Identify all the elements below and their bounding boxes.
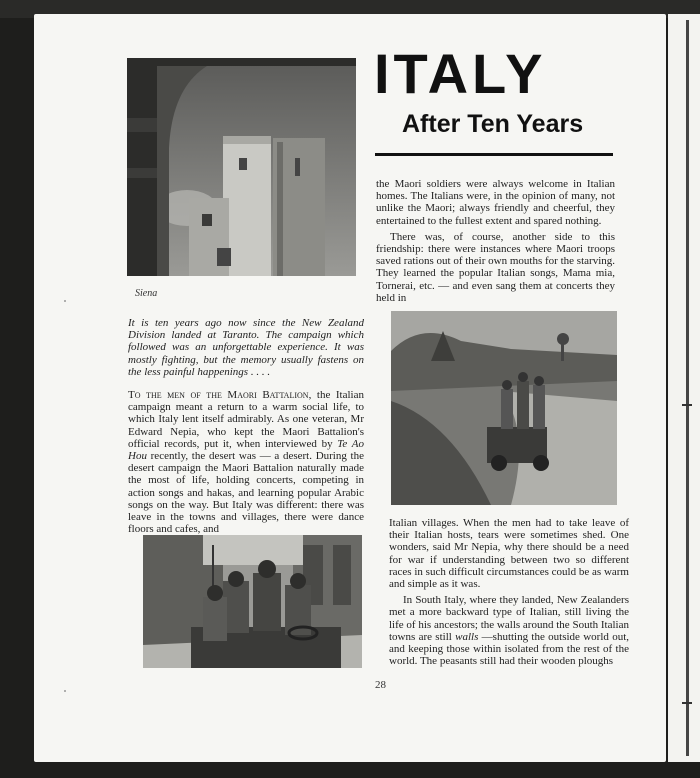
right-column-bottom-text [389,517,629,667]
title-rule [375,153,613,156]
article-title: ITALY [374,42,547,105]
article-intro: It is ten years ago now since the New Zealand Division landed at Taranto. The campaign which followed was an unforgettable experience. It was mostly fighting, but the memory usually fastens on the less painful happenings . . . . [128,317,364,378]
left-column-text [128,389,364,535]
paragraph-part: In South Italy, where they landed, New Zealanders met a more backward type of Italian, still living the life of his ancestors; the walls around the South Italian towns are still [389,594,629,643]
page-number: 28 [375,679,386,691]
paragraph: recently, the desert was — a desert. During the desert campaign the Maori Battalion naturally made the most of life, holding concerts, competing in action songs and hakas, and learning popular Arabic songs on the way. But Italy was different: there was leave in the towns and villages, there were dance floors and cafes, and [128,450,364,536]
article-subtitle: After Ten Years [402,110,584,138]
scan-speck [64,690,66,692]
paragraph: the Maori soldiers were always welcome in Italian homes. The Italians were, in the opinion of many, not unlike the Maori; always friendly and cheerful, they entertained to the fullest extent and spared nothing. [376,178,615,227]
photo-caption: Siena [135,288,158,299]
next-page-edge [668,14,700,762]
emphasis: walls [455,630,479,643]
soldiers-jeep-photo [143,535,362,668]
right-column-top-text [376,178,615,304]
publication-name: Te Ao Hou [128,437,364,463]
page-binding-line [686,20,689,756]
paragraph: There was, of course, another side to this friendship: there were instances where Maori troops saved rations out of their own mouths for the starving. They learned the popular Italian songs, Mama mia, Tornerai, etc. — and even sang them at concerts they held in [376,230,615,304]
paragraph: Italian villages. When the men had to take leave of their Italian hosts, tears were sometimes shed. One wonders, said Mr Nepia, why there should be a need for war if understanding between two so different races in such difficult circumstances could be as warm and simple as it was. [389,517,629,591]
binding-mark [682,404,692,406]
lead-in: To the men of the Maori Battalion, [128,389,312,401]
scan-speck [64,300,66,302]
paragraph [389,594,629,667]
paragraph-part: —shutting the outside world out, and keeping those within isolated from the rest of the world. The peasants still had their wooden ploughs [389,630,629,668]
soldiers-car-road-photo [391,311,617,505]
binding-mark [682,702,692,704]
paragraph: the Italian campaign meant a return to a warm social life, to which Italy lent itself admirably. As one veteran, Mr Edward Nepia, who kept the Maori Battalion's official records, put it, when interviewed by [128,389,364,450]
siena-photo [127,58,356,276]
